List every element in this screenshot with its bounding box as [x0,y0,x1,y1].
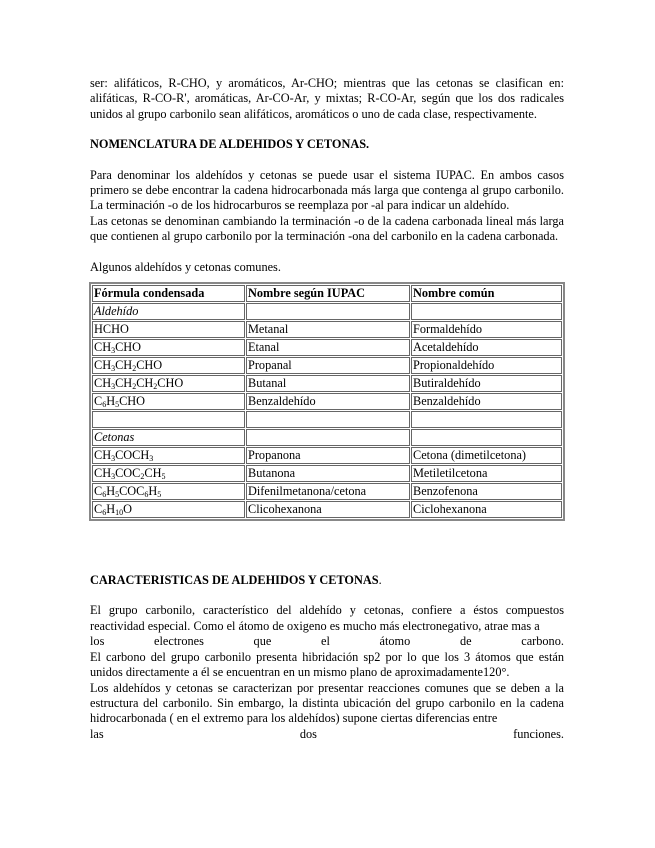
formula-cell: $C_6H_5CHO$ [92,393,245,410]
heading-period: . [378,573,382,588]
table-row [92,501,562,518]
word: de [459,634,472,649]
common-cell: Metiletilcetona [411,465,562,482]
empty-cell [411,411,562,428]
formula-cell: HCHO [92,321,245,338]
table-row [92,483,562,500]
formula-cell: $CH_3CH_2CH_2CHO$ [92,375,245,392]
word: carbono. [521,634,564,649]
empty-cell [411,303,562,320]
ketone-section-row [92,429,562,446]
common-cell: Cetona (dimetilcetona) [411,447,562,464]
compounds-table [89,282,565,521]
formula-cell: $CH_3COC_2CH_5$ [92,465,245,482]
empty-row [92,411,562,428]
table-row [92,465,562,482]
nomenclature-paragraph-1: Para denominar los aldehídos y cetonas se puede usar el sistema IUPAC. En ambos casos primero se debe encontrar la cadena hidrocarbonada más larga que contenga al grupo carbonilo. La terminación -o de los hidrocarburos se reemplaza por -al para indicar un aldehído. [90,167,564,213]
document-page [90,76,564,742]
table-row [92,321,562,338]
ketone-label: Cetonas [92,429,245,446]
formula-cell: $CH_3COCH_3$ [92,447,245,464]
empty-cell [246,429,410,446]
word: funciones. [513,726,564,741]
table-row [92,447,562,464]
formula-cell: $C_6H_5COC_6H_5$ [92,483,245,500]
iupac-cell: Metanal [246,321,410,338]
iupac-cell: Butanal [246,375,410,392]
empty-cell [411,429,562,446]
characteristics-heading-text: CARACTERISTICAS DE ALDEHIDOS Y CETONAS [90,573,379,588]
table-row [92,357,562,374]
formula-cell: $C_6H_{10}O$ [92,501,245,518]
justified-last-line-1 [90,634,564,649]
formula-cell: $CH_3CHO$ [92,339,245,356]
word: que [253,634,272,649]
iupac-cell: Propanona [246,447,410,464]
table-header-row [92,285,562,302]
empty-cell [92,411,245,428]
intro-paragraph: ser: alifáticos, R-CHO, y aromáticos, Ar-CHO; mientras que las cetonas se clasifican en: alifáticas, R-CO-R', aromáticas, Ar-CO-Ar, y mixtas; R-CO-Ar, según que los dos radicales unidos al grupo carbonilo sean alifáticos, aromáticos o uno de cada clase, respectivamente. [90,76,564,121]
iupac-cell: Difenilmetanona/cetona [246,483,410,500]
characteristics-paragraph-2: El carbono del grupo carbonilo presenta hibridación sp2 por lo que los 3 átomos que están unidos directamente a él se encuentran en un mismo plano de aproximadamente120°. [90,649,564,680]
nomenclature-paragraph-3: Algunos aldehídos y cetonas comunes. [90,259,281,274]
common-cell: Benzaldehído [411,393,562,410]
characteristics-paragraph-1: El grupo carbonilo, característico del aldehído y cetonas, confiere a éstos compuestos reactividad especial. Como el átomo de oxigeno es mucho más electronegativo, atrae mas a [90,603,564,633]
word: electrones [154,634,204,649]
table-row [92,393,562,410]
word: los [90,634,105,649]
header-iupac: Nombre según IUPAC [246,285,410,302]
table-row [92,339,562,356]
word: átomo [379,634,411,649]
word: el [320,634,330,649]
table-row [92,375,562,392]
aldehyde-section-row [92,303,562,320]
nomenclature-heading: NOMENCLATURA DE ALDEHIDOS Y CETONAS. [90,137,370,152]
iupac-cell: Propanal [246,357,410,374]
word: dos [299,726,317,741]
common-cell: Formaldehído [411,321,562,338]
nomenclature-paragraph-2: Las cetonas se denominan cambiando la terminación -o de la cadena carbonada lineal más larga que contienen al grupo carbonilo por la terminación -ona del carbonilo en la cadena carbonada. [90,213,564,244]
common-cell: Ciclohexanona [411,501,562,518]
empty-cell [246,411,410,428]
iupac-cell: Benzaldehído [246,393,410,410]
common-cell: Benzofenona [411,483,562,500]
iupac-cell: Butanona [246,465,410,482]
characteristics-paragraph-3: Los aldehídos y cetonas se caracterizan por presentar reacciones comunes que se deben a la estructura del carbonilo. Sin embargo, la distinta ubicación del grupo carbonilo en la cadena hidrocarbonada ( en el extremo para los aldehídos) supone ciertas diferencias entre [90,680,564,726]
iupac-cell: Clicohexanona [246,501,410,518]
justified-last-line-2 [90,727,564,742]
empty-cell [246,303,410,320]
characteristics-heading [90,573,564,588]
common-cell: Butiraldehído [411,375,562,392]
aldehyde-label: Aldehído [92,303,245,320]
word: las [90,726,104,741]
formula-cell: $CH_3CH_2CHO$ [92,357,245,374]
common-cell: Acetaldehído [411,339,562,356]
header-common: Nombre común [411,285,562,302]
iupac-cell: Etanal [246,339,410,356]
common-cell: Propionaldehído [411,357,562,374]
header-formula: Fórmula condensada [92,285,245,302]
